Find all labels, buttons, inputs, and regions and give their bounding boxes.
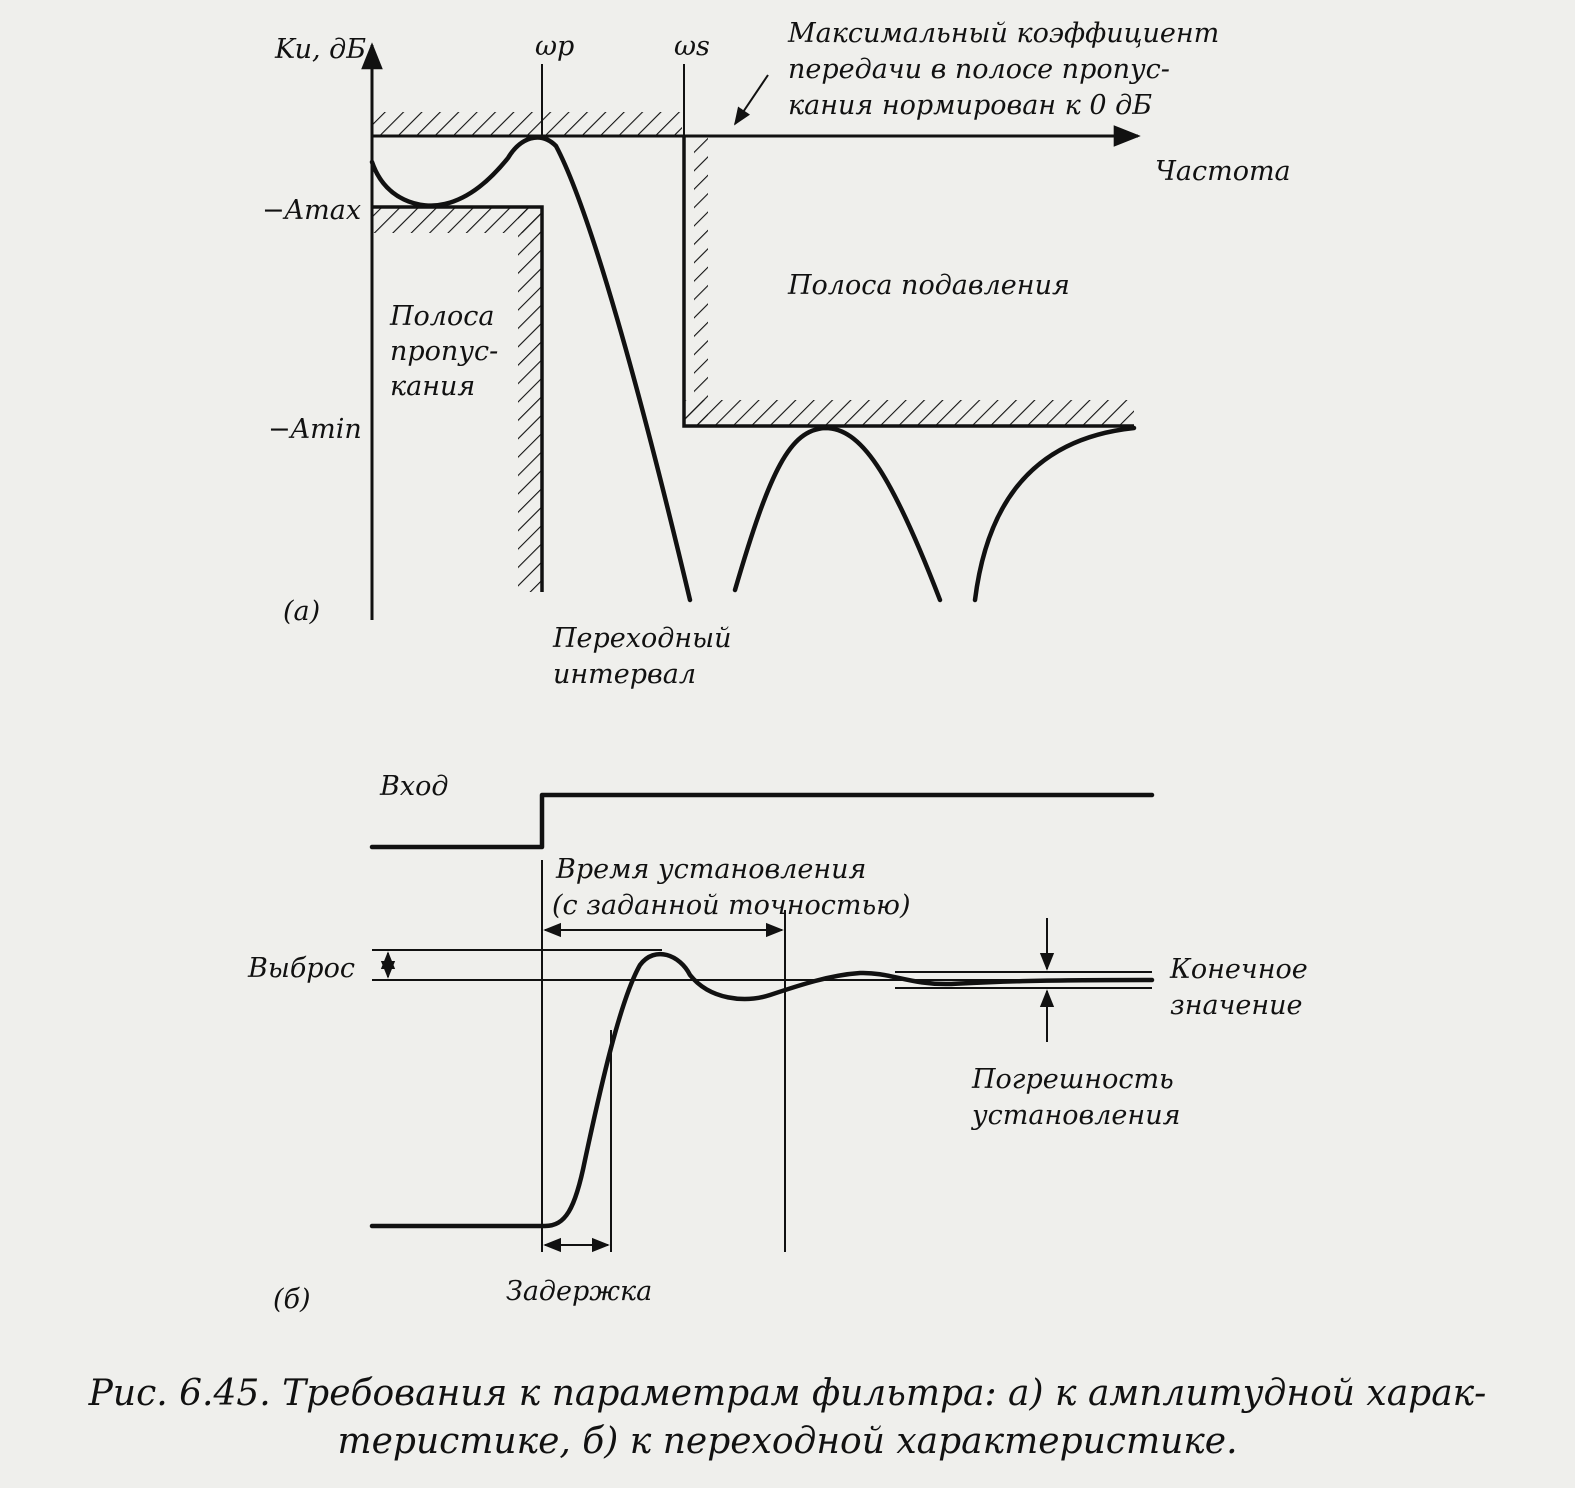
note-line-1: Максимальный коэффициент [788, 18, 1220, 49]
passband-line-3: кания [390, 371, 476, 402]
note-line-3: кания нормирован к 0 дБ [788, 90, 1153, 121]
panel-a-label: (a) [283, 596, 321, 627]
input-label: Вход [380, 771, 449, 802]
stopband-label: Полоса подавления [788, 270, 1070, 301]
omega-p-label: ωp [535, 31, 575, 62]
final-line-1: Конечное [1170, 954, 1308, 985]
omega-s-label: ωs [674, 31, 710, 62]
caption-line-1: Рис. 6.45. Требования к параметрам фильтра: а) к амплитудной харак- [88, 1373, 1487, 1414]
settling-line-2: (с заданной точностью) [552, 890, 911, 921]
passband-floor-hatch [372, 207, 542, 233]
delay-label: Задержка [506, 1276, 653, 1307]
panel-b-label: (б) [273, 1284, 311, 1315]
amax-label: −Amax [262, 195, 362, 226]
note-leader [735, 75, 768, 124]
figure-caption [30, 1370, 1545, 1466]
x-axis-label: Частота [1155, 156, 1291, 187]
passband-line-2: пропус- [390, 336, 499, 367]
input-step [372, 795, 1152, 847]
amplitude-response-panel [262, 18, 1291, 690]
passband-ceiling-hatch [372, 112, 682, 136]
error-line-2: установления [972, 1100, 1181, 1131]
passband-line-1: Полоса [390, 301, 495, 332]
amin-label: −Amin [268, 414, 362, 445]
note-line-2: передачи в полосе пропус- [788, 54, 1170, 85]
stopband-lobe-1 [735, 428, 940, 600]
transition-line-1: Переходный [553, 623, 732, 654]
passband-edge-hatch [518, 207, 542, 592]
overshoot-label: Выброс [248, 953, 355, 984]
error-line-1: Погрешность [972, 1064, 1174, 1095]
final-line-2: значение [1170, 990, 1303, 1021]
stopband-ceiling-hatch [684, 400, 1134, 426]
y-axis-label: Ku, дБ [275, 34, 367, 65]
stopband-lobe-2 [975, 428, 1134, 600]
transition-line-2: интервал [553, 659, 697, 690]
step-response-panel [247, 771, 1308, 1315]
settling-line-1: Время установления [556, 854, 867, 885]
caption-line-2: теристике, б) к переходной характеристике. [337, 1421, 1238, 1462]
